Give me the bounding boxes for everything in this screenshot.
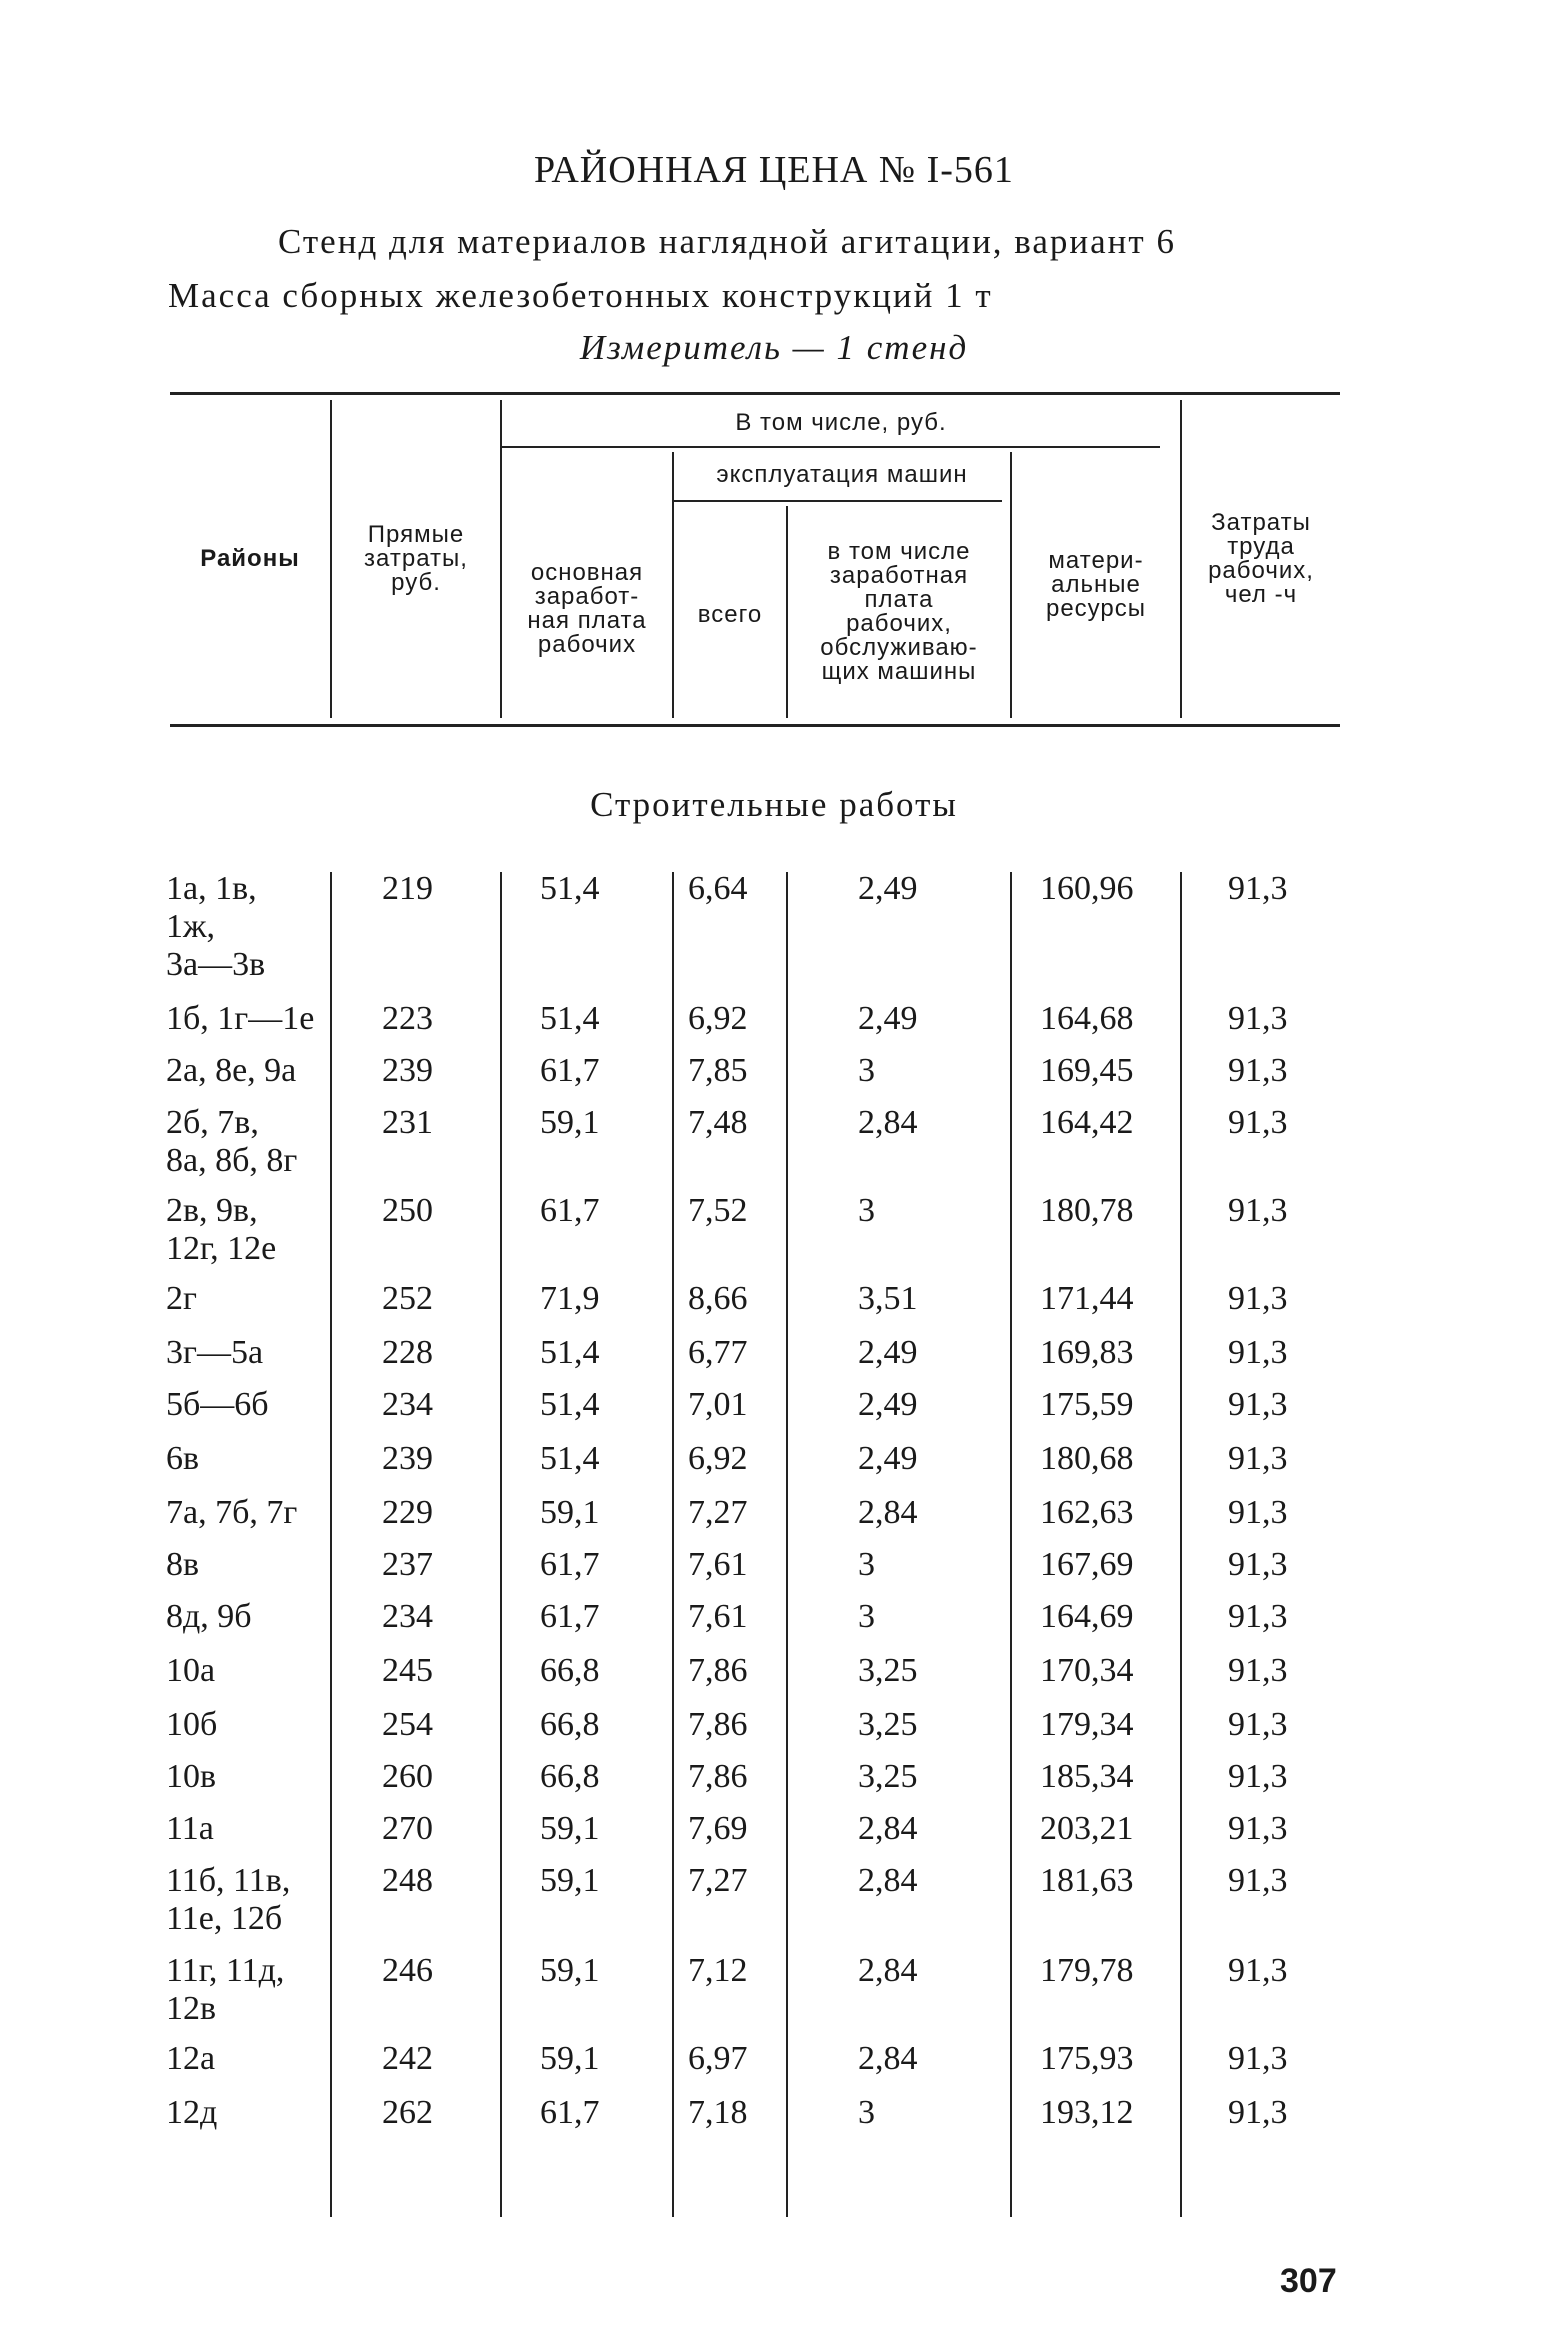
materials-cell: 171,44 xyxy=(1040,1280,1134,1317)
mach-wage-cell: 2,49 xyxy=(858,1440,918,1477)
labor-cell: 91,3 xyxy=(1228,1494,1288,1531)
mach-total-cell: 7,27 xyxy=(688,1494,748,1531)
wage-cell: 51,4 xyxy=(540,1386,600,1423)
region-line: 8д, 9б xyxy=(166,1598,252,1635)
wage-cell: 61,7 xyxy=(540,2094,600,2131)
mach-wage-cell: 3 xyxy=(858,1598,875,1635)
page-title: РАЙОННАЯ ЦЕНА № I-561 xyxy=(534,149,1014,191)
direct-cell: 231 xyxy=(382,1104,433,1141)
materials-cell: 164,42 xyxy=(1040,1104,1134,1141)
wage-cell: 61,7 xyxy=(540,1052,600,1089)
region-cell xyxy=(166,2040,326,2078)
wage-cell: 61,7 xyxy=(540,1546,600,1583)
region-line: 12г, 12е xyxy=(166,1230,277,1267)
header-machine-ops: эксплуатация машин xyxy=(716,461,968,488)
materials-cell: 164,69 xyxy=(1040,1598,1134,1635)
mach-wage-cell: 3,51 xyxy=(858,1280,918,1317)
direct-cell: 239 xyxy=(382,1440,433,1477)
region-cell xyxy=(166,1598,326,1636)
labor-cell: 91,3 xyxy=(1228,2094,1288,2131)
labor-cell: 91,3 xyxy=(1228,1810,1288,1847)
mach-total-cell: 7,12 xyxy=(688,1952,748,1989)
region-cell xyxy=(166,1000,326,1038)
direct-cell: 219 xyxy=(382,870,433,907)
materials-cell: 180,68 xyxy=(1040,1440,1134,1477)
region-line: 11г, 11д, xyxy=(166,1952,285,1989)
wage-cell: 59,1 xyxy=(540,1810,600,1847)
region-line: 3а—3в xyxy=(166,946,266,983)
region-line: 8в xyxy=(166,1546,200,1583)
materials-cell: 164,68 xyxy=(1040,1000,1134,1037)
region-line: 2в, 9в, xyxy=(166,1192,258,1229)
region-cell xyxy=(166,1386,326,1424)
body-vline-5 xyxy=(1010,872,1012,2217)
region-line: 2г xyxy=(166,1280,197,1317)
wage-cell: 66,8 xyxy=(540,1758,600,1795)
wage-cell: 59,1 xyxy=(540,1494,600,1531)
labor-cell: 91,3 xyxy=(1228,1652,1288,1689)
mach-wage-cell: 3 xyxy=(858,1052,875,1089)
header-incl-wage: в том числе заработная плата рабочих, обслуживаю- щих машины xyxy=(820,538,978,685)
direct-cell: 242 xyxy=(382,2040,433,2077)
mach-wage-cell: 2,49 xyxy=(858,1000,918,1037)
labor-cell: 91,3 xyxy=(1228,1386,1288,1423)
mach-total-cell: 7,86 xyxy=(688,1758,748,1795)
region-line: 5б—6б xyxy=(166,1386,269,1423)
wage-cell: 51,4 xyxy=(540,1334,600,1371)
header-regions: Районы xyxy=(200,545,300,572)
labor-cell: 91,3 xyxy=(1228,2040,1288,2077)
direct-cell: 260 xyxy=(382,1758,433,1795)
materials-cell: 169,83 xyxy=(1040,1334,1134,1371)
mach-wage-cell: 3,25 xyxy=(858,1706,918,1743)
region-line: 8а, 8б, 8г xyxy=(166,1142,298,1179)
wage-cell: 51,4 xyxy=(540,1000,600,1037)
region-cell xyxy=(166,1104,326,1180)
wage-cell: 59,1 xyxy=(540,1862,600,1899)
direct-cell: 254 xyxy=(382,1706,433,1743)
region-cell xyxy=(166,1758,326,1796)
wage-cell: 59,1 xyxy=(540,1952,600,1989)
region-cell xyxy=(166,1546,326,1584)
subtitle-line-2: Масса сборных железобетонных конструкций 1 т xyxy=(168,276,993,315)
region-cell xyxy=(166,1334,326,1372)
direct-cell: 262 xyxy=(382,2094,433,2131)
materials-cell: 175,59 xyxy=(1040,1386,1134,1423)
region-line: 1б, 1г—1е xyxy=(166,1000,315,1037)
materials-cell: 179,34 xyxy=(1040,1706,1134,1743)
labor-cell: 91,3 xyxy=(1228,1952,1288,1989)
mach-wage-cell: 2,84 xyxy=(858,1952,918,1989)
region-line: 11б, 11в, xyxy=(166,1862,291,1899)
region-line: 1а, 1в, xyxy=(166,870,257,907)
materials-cell: 169,45 xyxy=(1040,1052,1134,1089)
region-cell xyxy=(166,1706,326,1744)
region-line: 12д xyxy=(166,2094,218,2131)
region-cell xyxy=(166,1440,326,1478)
body-vline-2 xyxy=(500,872,502,2217)
header-base-wage: основная заработ- ная плата рабочих xyxy=(527,559,647,658)
region-cell xyxy=(166,1810,326,1848)
materials-cell: 203,21 xyxy=(1040,1810,1134,1847)
body-vline-4 xyxy=(786,872,788,2217)
region-cell xyxy=(166,1192,326,1268)
wage-cell: 51,4 xyxy=(540,870,600,907)
direct-cell: 270 xyxy=(382,1810,433,1847)
mach-wage-cell: 2,84 xyxy=(858,1494,918,1531)
materials-cell: 193,12 xyxy=(1040,2094,1134,2131)
mach-wage-cell: 2,49 xyxy=(858,1334,918,1371)
region-line: 12в xyxy=(166,1990,217,2027)
direct-cell: 246 xyxy=(382,1952,433,1989)
mach-wage-cell: 2,84 xyxy=(858,2040,918,2077)
direct-cell: 228 xyxy=(382,1334,433,1371)
mach-wage-cell: 2,84 xyxy=(858,1862,918,1899)
labor-cell: 91,3 xyxy=(1228,1000,1288,1037)
wage-cell: 61,7 xyxy=(540,1598,600,1635)
labor-cell: 91,3 xyxy=(1228,1758,1288,1795)
wage-cell: 59,1 xyxy=(540,2040,600,2077)
direct-cell: 223 xyxy=(382,1000,433,1037)
direct-cell: 252 xyxy=(382,1280,433,1317)
mach-wage-cell: 3 xyxy=(858,1546,875,1583)
direct-cell: 237 xyxy=(382,1546,433,1583)
region-line: 2а, 8е, 9а xyxy=(166,1052,297,1089)
header-labor: Затраты труда рабочих, чел -ч xyxy=(1208,509,1314,608)
region-cell xyxy=(166,1494,326,1532)
wage-cell: 59,1 xyxy=(540,1104,600,1141)
mach-total-cell: 7,85 xyxy=(688,1052,748,1089)
direct-cell: 234 xyxy=(382,1598,433,1635)
direct-cell: 234 xyxy=(382,1386,433,1423)
mach-total-cell: 7,52 xyxy=(688,1192,748,1229)
region-line: 1ж, xyxy=(166,908,215,945)
wage-cell: 61,7 xyxy=(540,1192,600,1229)
mach-wage-cell: 2,84 xyxy=(858,1104,918,1141)
region-line: 10а xyxy=(166,1652,216,1689)
region-cell xyxy=(166,870,326,984)
materials-cell: 160,96 xyxy=(1040,870,1134,907)
materials-cell: 175,93 xyxy=(1040,2040,1134,2077)
materials-cell: 179,78 xyxy=(1040,1952,1134,1989)
header-top-rule xyxy=(170,392,1340,395)
region-line: 10в xyxy=(166,1758,217,1795)
labor-cell: 91,3 xyxy=(1228,1104,1288,1141)
mach-wage-cell: 2,49 xyxy=(858,870,918,907)
region-cell xyxy=(166,1952,326,2028)
materials-cell: 180,78 xyxy=(1040,1192,1134,1229)
mach-total-cell: 6,92 xyxy=(688,1000,748,1037)
region-line: 6в xyxy=(166,1440,200,1477)
header-materials: матери- альные ресурсы xyxy=(1045,547,1147,622)
materials-cell: 185,34 xyxy=(1040,1758,1134,1795)
direct-cell: 248 xyxy=(382,1862,433,1899)
labor-cell: 91,3 xyxy=(1228,870,1288,907)
labor-cell: 91,3 xyxy=(1228,1706,1288,1743)
region-line: 11а xyxy=(166,1810,214,1847)
header-bottom-rule xyxy=(170,724,1340,727)
region-cell xyxy=(166,1280,326,1318)
materials-cell: 170,34 xyxy=(1040,1652,1134,1689)
labor-cell: 91,3 xyxy=(1228,1334,1288,1371)
wage-cell: 51,4 xyxy=(540,1440,600,1477)
direct-cell: 250 xyxy=(382,1192,433,1229)
region-line: 3г—5а xyxy=(166,1334,264,1371)
labor-cell: 91,3 xyxy=(1228,1192,1288,1229)
mach-total-cell: 7,61 xyxy=(688,1598,748,1635)
mach-total-cell: 6,64 xyxy=(688,870,748,907)
mach-total-cell: 7,27 xyxy=(688,1862,748,1899)
mach-total-cell: 7,86 xyxy=(688,1652,748,1689)
labor-cell: 91,3 xyxy=(1228,1052,1288,1089)
machine-ops-rule xyxy=(672,500,1002,502)
mach-wage-cell: 2,84 xyxy=(858,1810,918,1847)
subtitle-line-1: Стенд для материалов наглядной агитации, вариант 6 xyxy=(278,222,1176,261)
mach-wage-cell: 3 xyxy=(858,2094,875,2131)
mach-total-cell: 8,66 xyxy=(688,1280,748,1317)
section-title: Строительные работы xyxy=(590,785,958,824)
wage-cell: 71,9 xyxy=(540,1280,600,1317)
mach-total-cell: 6,92 xyxy=(688,1440,748,1477)
materials-cell: 167,69 xyxy=(1040,1546,1134,1583)
region-cell xyxy=(166,1862,326,1938)
body-vline-1 xyxy=(330,872,332,2217)
region-cell xyxy=(166,2094,326,2132)
mach-wage-cell: 2,49 xyxy=(858,1386,918,1423)
mach-wage-cell: 3,25 xyxy=(858,1652,918,1689)
mach-total-cell: 7,48 xyxy=(688,1104,748,1141)
direct-cell: 245 xyxy=(382,1652,433,1689)
region-line: 10б xyxy=(166,1706,218,1743)
page-number: 307 xyxy=(1280,2262,1337,2300)
region-cell xyxy=(166,1652,326,1690)
region-line: 2б, 7в, xyxy=(166,1104,259,1141)
direct-cell: 229 xyxy=(382,1494,433,1531)
region-line: 7а, 7б, 7г xyxy=(166,1494,298,1531)
mach-total-cell: 7,01 xyxy=(688,1386,748,1423)
wage-cell: 66,8 xyxy=(540,1706,600,1743)
labor-cell: 91,3 xyxy=(1228,1440,1288,1477)
body-vline-3 xyxy=(672,872,674,2217)
mach-wage-cell: 3,25 xyxy=(858,1758,918,1795)
header-including: В том числе, руб. xyxy=(735,409,947,436)
wage-cell: 66,8 xyxy=(540,1652,600,1689)
labor-cell: 91,3 xyxy=(1228,1862,1288,1899)
mach-total-cell: 7,86 xyxy=(688,1706,748,1743)
measure-unit: Измеритель — 1 стенд xyxy=(579,328,969,367)
region-line: 11е, 12б xyxy=(166,1900,283,1937)
labor-cell: 91,3 xyxy=(1228,1280,1288,1317)
header-total: всего xyxy=(697,601,763,628)
mach-total-cell: 6,77 xyxy=(688,1334,748,1371)
mach-total-cell: 6,97 xyxy=(688,2040,748,2077)
labor-cell: 91,3 xyxy=(1228,1598,1288,1635)
materials-cell: 162,63 xyxy=(1040,1494,1134,1531)
body-vline-6 xyxy=(1180,872,1182,2217)
including-rule xyxy=(500,446,1160,448)
header-direct-costs: Прямые затраты, руб. xyxy=(364,521,468,596)
mach-total-cell: 7,61 xyxy=(688,1546,748,1583)
region-cell xyxy=(166,1052,326,1090)
direct-cell: 239 xyxy=(382,1052,433,1089)
labor-cell: 91,3 xyxy=(1228,1546,1288,1583)
region-line: 12а xyxy=(166,2040,216,2077)
mach-total-cell: 7,18 xyxy=(688,2094,748,2131)
mach-total-cell: 7,69 xyxy=(688,1810,748,1847)
materials-cell: 181,63 xyxy=(1040,1862,1134,1899)
mach-wage-cell: 3 xyxy=(858,1192,875,1229)
